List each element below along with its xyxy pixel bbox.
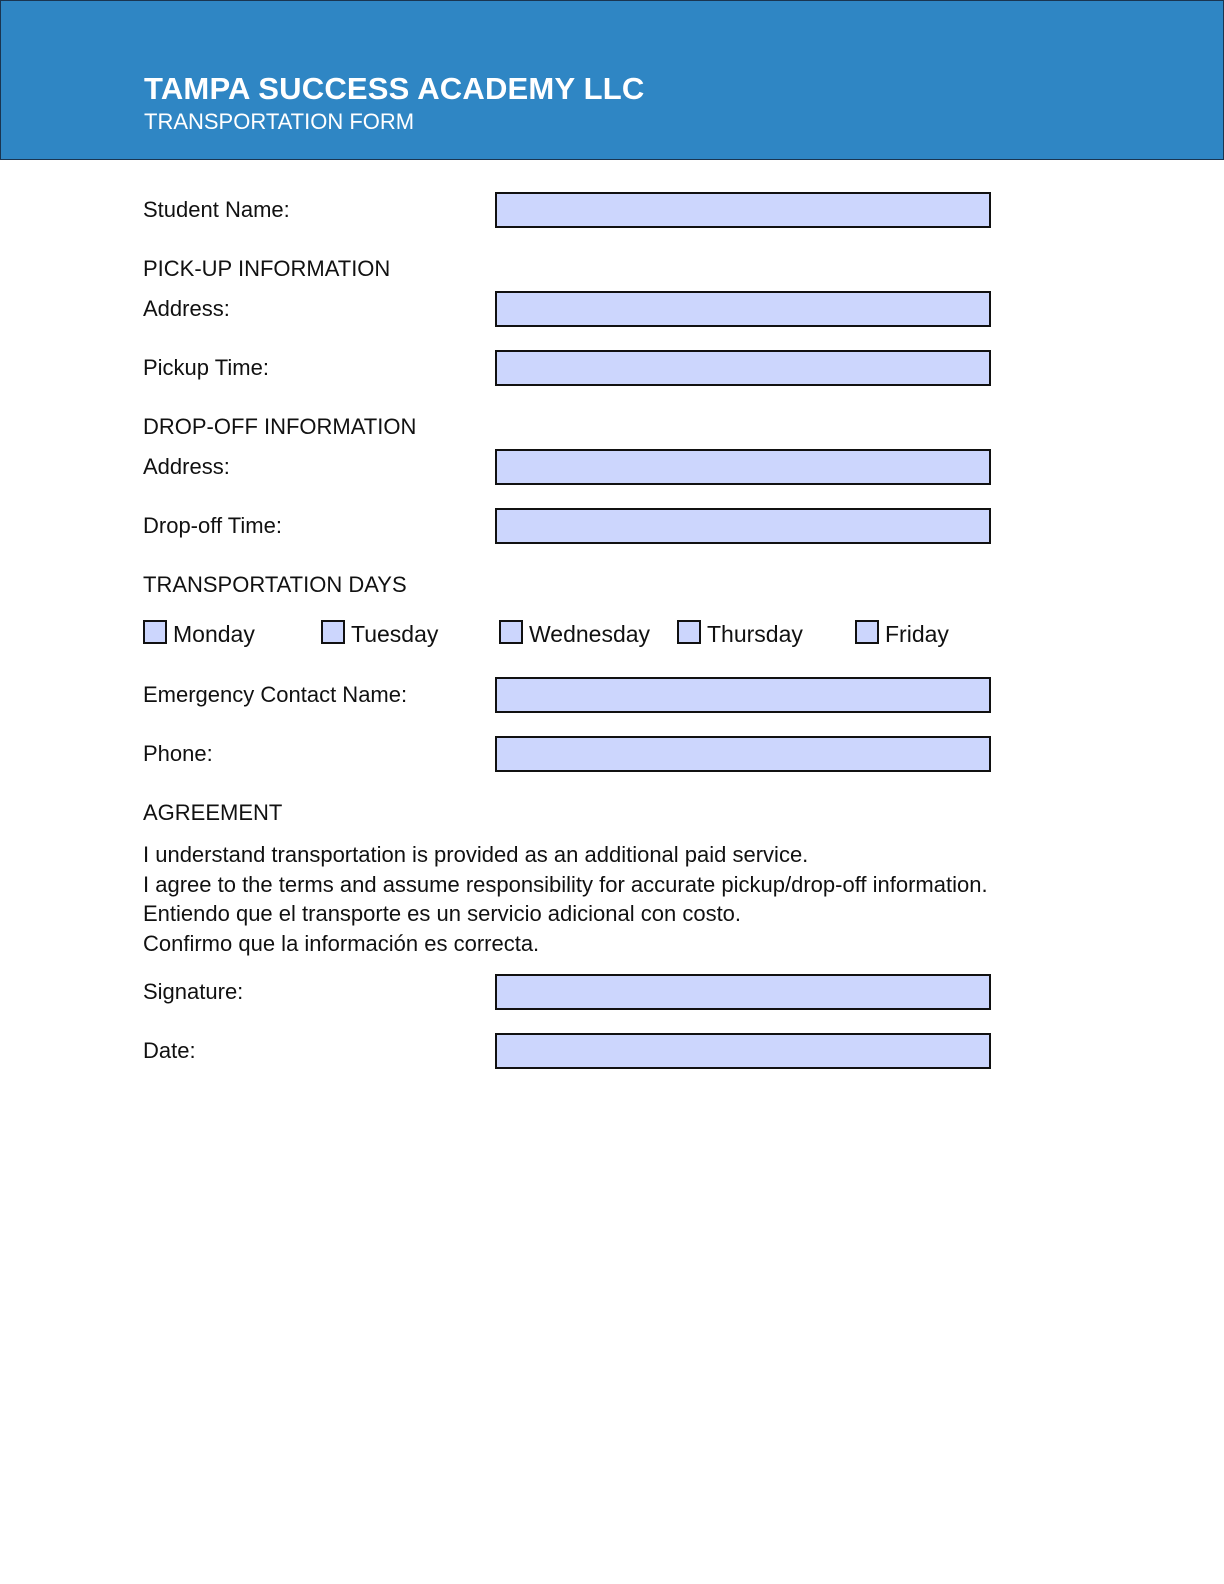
dropoff-time-field[interactable] [495, 508, 991, 544]
phone-label: Phone: [143, 741, 213, 766]
form-header [0, 0, 1224, 160]
thursday-label: Thursday [707, 621, 803, 647]
tuesday-checkbox[interactable] [321, 620, 345, 644]
day-thursday[interactable] [677, 620, 803, 648]
pickup-time-field[interactable] [495, 350, 991, 386]
dropoff-address-field[interactable] [495, 449, 991, 485]
signature-label: Signature: [143, 979, 244, 1004]
agreement-line: I agree to the terms and assume responsibility for accurate pickup/drop-off information. [143, 871, 988, 897]
agreement-heading: AGREEMENT [143, 800, 283, 825]
pickup-heading: PICK-UP INFORMATION [143, 256, 391, 281]
wednesday-label: Wednesday [529, 621, 651, 647]
agreement-line: Confirmo que la información es correcta. [143, 930, 540, 956]
transportation-days-heading: TRANSPORTATION DAYS [143, 572, 407, 597]
dropoff-heading: DROP-OFF INFORMATION [143, 414, 417, 439]
thursday-checkbox[interactable] [677, 620, 701, 644]
date-field[interactable] [495, 1033, 991, 1069]
agreement-text [143, 840, 988, 958]
day-friday[interactable] [855, 620, 949, 648]
agreement-line: I understand transportation is provided as an additional paid service. [143, 842, 809, 867]
monday-label: Monday [173, 621, 255, 647]
agreement-line: Entiendo que el transporte es un servicio adicional con costo. [143, 901, 742, 926]
header-title: TAMPA SUCCESS ACADEMY LLC [144, 71, 645, 106]
wednesday-checkbox[interactable] [499, 620, 523, 644]
header-subtitle: TRANSPORTATION FORM [144, 109, 415, 134]
pickup-address-label: Address: [143, 296, 230, 321]
phone-field[interactable] [495, 736, 991, 772]
tuesday-label: Tuesday [351, 621, 439, 647]
pickup-time-label: Pickup Time: [143, 355, 269, 380]
day-tuesday[interactable] [321, 620, 438, 648]
student-name-label: Student Name: [143, 197, 290, 222]
day-monday[interactable] [143, 620, 255, 648]
pickup-address-field[interactable] [495, 291, 991, 327]
day-wednesday[interactable] [499, 620, 650, 648]
monday-checkbox[interactable] [143, 620, 167, 644]
emergency-contact-label: Emergency Contact Name: [143, 682, 408, 707]
signature-field[interactable] [495, 974, 991, 1010]
student-name-field[interactable] [495, 192, 991, 228]
emergency-contact-field[interactable] [495, 677, 991, 713]
friday-label: Friday [885, 621, 949, 647]
dropoff-time-label: Drop-off Time: [143, 513, 282, 538]
date-label: Date: [143, 1038, 196, 1063]
friday-checkbox[interactable] [855, 620, 879, 644]
dropoff-address-label: Address: [143, 454, 230, 479]
